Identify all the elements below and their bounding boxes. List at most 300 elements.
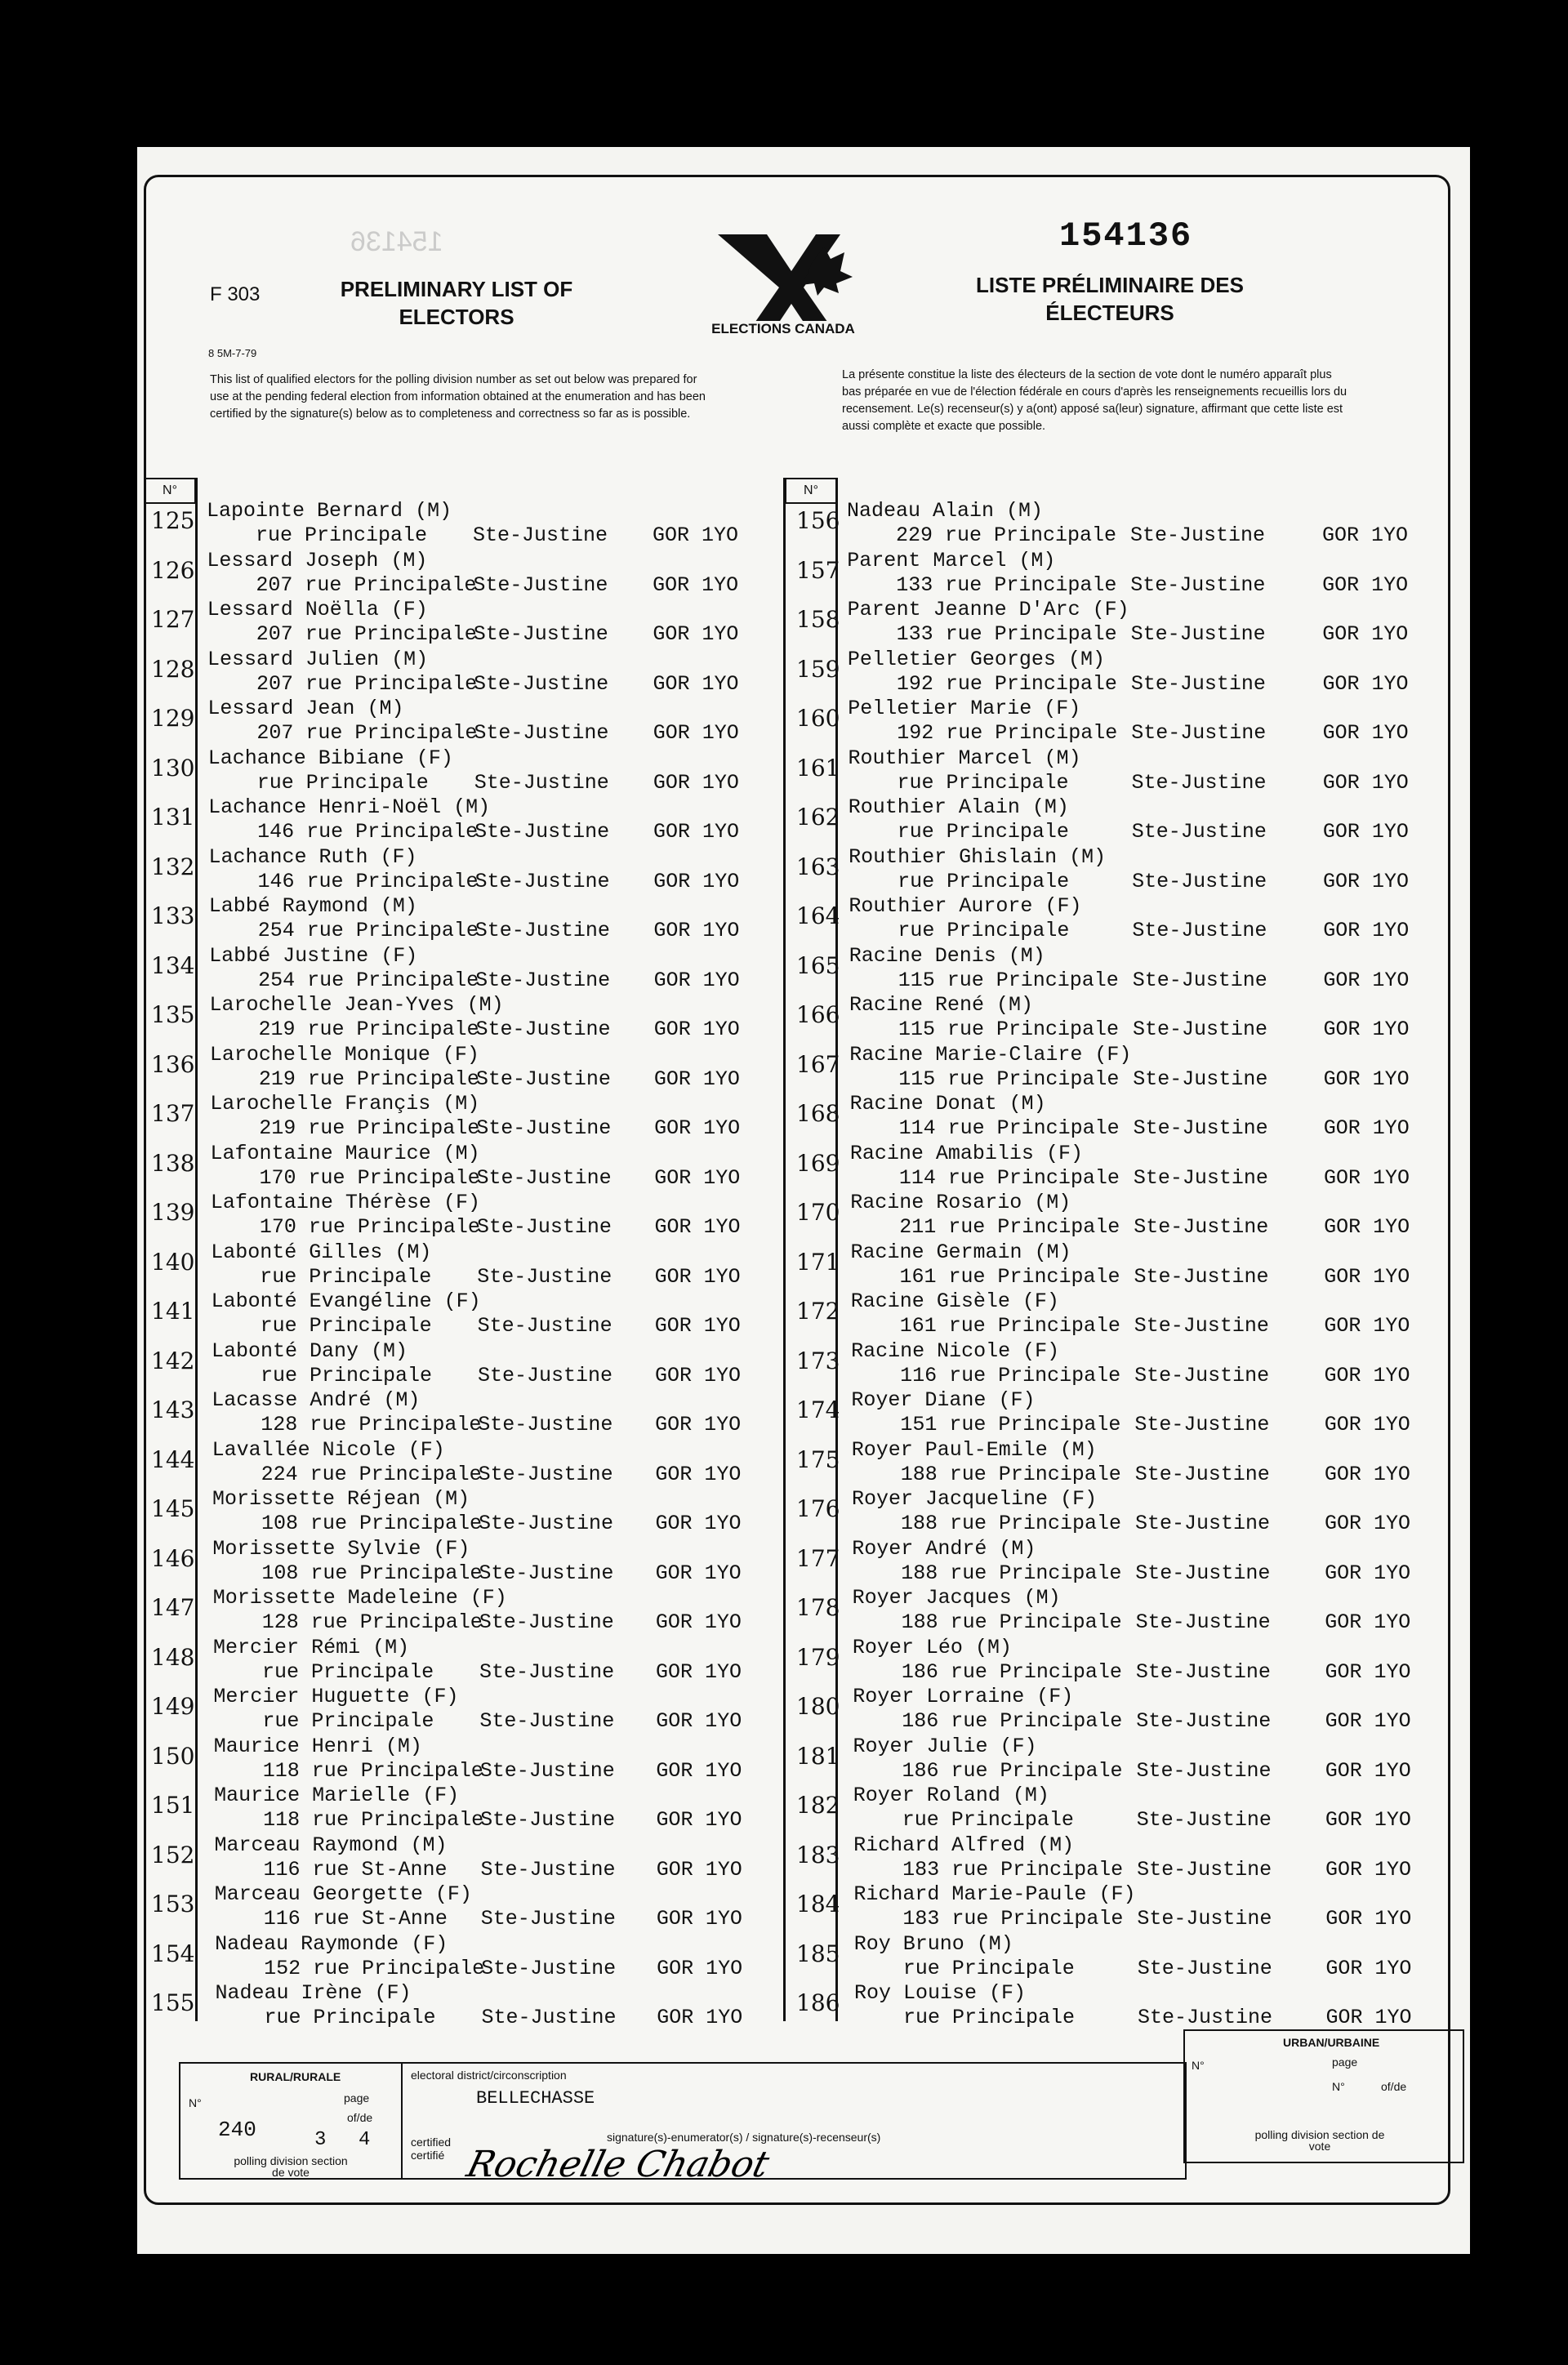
elector-address: 219 rue Principale [258,1067,479,1091]
elector-town: Ste-Justine [480,1808,616,1832]
elector-sex: (M) [443,1141,480,1165]
column-divider-a [783,478,786,2021]
elector-name-line [848,598,1129,621]
elector-town: Ste-Justine [479,1659,615,1684]
elector-number: 153 [151,1891,195,1917]
elector-name-line [850,1191,1071,1214]
elector-name: Racine Denis [849,943,996,968]
elector-name-line [208,795,490,819]
elector-name-line [210,993,504,1017]
enumerator-signature: Rochelle Chabot [462,2144,773,2185]
elector-address: rue Principale [897,820,1069,844]
elector-sex: (M) [394,1240,432,1264]
elector-name-line [852,1438,1097,1462]
page-total: 4 [359,2129,371,2151]
rural-label: RURAL/RURALE [250,2070,341,2083]
spacer [368,894,381,918]
elector-name: Labonté Dany [211,1338,359,1363]
logo-text: ELECTIONS CANADA [711,321,855,336]
elector-number: 167 [796,1050,840,1078]
elector-address: 211 rue Principale [899,1215,1120,1239]
elector-name-line [849,993,1033,1017]
elector-number: 132 [151,853,195,880]
spacer [409,1685,421,1708]
left-no-header: N° [144,478,196,504]
postal-code: GOR 1YO [653,869,740,893]
elector-address: rue Principale [264,2006,436,2029]
elector-sex: (F) [1044,697,1081,720]
elector-name: Racine Rosario [850,1191,1022,1214]
elector-address: rue Principale [260,1264,432,1289]
urban-polling-label: polling division section de vote [1254,2128,1385,2153]
elector-name-line [853,1882,1135,1906]
postal-code: GOR 1YO [655,1561,742,1585]
elector-address: rue Principale [898,919,1070,942]
elector-town: Ste-Justine [1132,968,1267,992]
elector-address: rue Principale [260,1314,432,1338]
elector-name-line [853,1636,1012,1659]
elector-sex: (M) [999,1536,1036,1561]
elector-name: Royer Diane [851,1388,987,1412]
elector-sex: (M) [1006,499,1044,523]
elector-address: 207 rue Principale [256,721,478,745]
postal-code: GOR 1YO [1323,1018,1410,1041]
elector-sex: (F) [442,1042,479,1067]
elector-name: Racine Germain [850,1240,1022,1264]
elector-number: 146 [151,1544,195,1572]
elector-name-line [212,1339,408,1363]
elector-address: 146 rue Principale [257,869,479,893]
postal-code: GOR 1YO [1325,1709,1411,1733]
elector-sex: (M) [410,1833,448,1857]
postal-code: GOR 1YO [1325,1956,1412,1980]
elector-address: 219 rue Principale [258,1018,479,1041]
elector-address: 108 rue Principale [261,1512,483,1535]
elector-name-line [851,1240,1071,1264]
elector-town: Ste-Justine [473,523,608,547]
elector-address: 183 rue Principale [902,1857,1124,1882]
spacer [379,648,391,671]
elector-name-line [853,1784,1049,1807]
elector-name: Routhier Marcel [848,746,1032,770]
elector-town: Ste-Justine [477,1264,612,1289]
elector-number: 135 [151,1001,195,1028]
elector-town: Ste-Justine [1135,1512,1271,1535]
postal-code: GOR 1YO [653,572,739,597]
elector-name: Nadeau Raymonde [215,1931,399,1956]
postal-code: GOR 1YO [1325,1808,1411,1832]
postal-code: GOR 1YO [654,1264,741,1289]
elector-name: Richard Alfred [853,1833,1026,1857]
elector-sex: (M) [390,548,428,572]
elector-name-line [850,1092,1046,1116]
spacer [984,993,996,1017]
certified-label: certified certifié [411,2136,452,2162]
elector-name: Racine Donat [849,1092,997,1116]
postal-code: GOR 1YO [1325,2006,1412,2029]
elector-name-line [851,1388,1035,1412]
elector-name-line [212,1537,470,1561]
elector-town: Ste-Justine [1133,1018,1268,1041]
spacer [398,1833,410,1857]
elector-name-line [208,746,453,770]
elector-sex: (F) [1000,1734,1037,1758]
elector-name: Lessard Joseph [207,548,379,572]
district-label: electoral district/circonscription [411,2069,567,2082]
postal-code: GOR 1YO [655,1462,742,1486]
elector-town: Ste-Justine [478,1413,613,1436]
elector-town: Ste-Justine [1134,1264,1269,1289]
elector-sex: (M) [443,1092,480,1116]
elector-town: Ste-Justine [478,1462,613,1486]
elector-name-line [209,944,417,968]
postal-code: GOR 1YO [1325,1758,1411,1783]
elector-name: Parent Jeanne D'Arc [847,598,1080,621]
elector-sex: (F) [380,844,417,869]
postal-code: GOR 1YO [653,523,739,547]
elector-town: Ste-Justine [474,721,609,745]
elector-sex: (F) [1045,894,1082,918]
elector-name-line [854,1981,1026,2005]
postal-code: GOR 1YO [1322,622,1409,646]
elector-address: rue Principale [902,1808,1074,1832]
elector-address: 224 rue Principale [261,1462,482,1486]
elector-sex: (F) [1060,1487,1098,1511]
spacer [431,1142,443,1165]
elector-name: Nadeau Alain [847,499,995,523]
elector-number: 162 [796,804,840,831]
elector-number: 181 [796,1742,840,1770]
elector-name: Lessard Noëlla [207,598,379,621]
elector-town: Ste-Justine [1138,2006,1273,2029]
elector-name: Royer Jacqueline [852,1487,1049,1511]
elector-name-line [211,1240,431,1264]
spacer [431,1191,443,1214]
spacer [403,499,415,523]
elector-name-line [213,1586,507,1610]
elector-number: 182 [796,1792,840,1819]
elector-number: 126 [151,556,195,584]
postal-code: GOR 1YO [1324,1363,1410,1387]
spacer [1034,1142,1046,1165]
elector-name: Maurice Henri [213,1734,373,1758]
spacer [368,944,381,968]
elector-number: 138 [151,1149,195,1177]
elector-address: 115 rue Principale [898,1067,1120,1091]
elector-sex: (F) [421,1685,459,1708]
elector-address: 186 rue Principale [901,1659,1122,1684]
elector-address: rue Principale [262,1659,434,1684]
spacer [430,1043,443,1067]
elector-name: Roy Bruno [853,1931,964,1956]
spacer [368,845,380,869]
print-run: 8 5M-7-79 [208,347,257,359]
elector-sex: (F) [374,1981,412,2005]
elector-sex: (M) [367,697,404,720]
elector-address: 161 rue Principale [899,1314,1120,1338]
elector-number: 142 [151,1347,195,1374]
elector-sex: (M) [383,1388,421,1412]
spacer [1010,1289,1022,1313]
elector-number: 140 [151,1248,195,1276]
elector-number: 176 [796,1495,840,1522]
elector-address: 229 rue Principale [896,523,1117,547]
polling-number: 240 [218,2118,256,2142]
elector-name-line [211,1142,480,1165]
elector-name-line [853,1833,1074,1857]
elector-town: Ste-Justine [1137,1956,1272,1980]
electors-table [146,478,1448,2167]
elector-town: Ste-Justine [474,671,609,696]
postal-code: GOR 1YO [1322,820,1409,844]
elector-name-line [215,1932,448,1956]
elector-address: 188 rue Principale [900,1462,1121,1486]
postal-code: GOR 1YO [657,1956,743,1980]
elector-name: Morissette Sylvie [212,1536,421,1561]
elector-address: 188 rue Principale [901,1561,1122,1585]
elector-name: Racine Amabilis [849,1141,1034,1165]
elector-sex: (F) [434,1882,472,1906]
elector-name: Lachance Ruth [208,844,368,869]
spacer [359,1339,371,1363]
elector-town: Ste-Justine [1135,1561,1271,1585]
elector-sex: (M) [380,894,417,918]
elector-town: Ste-Justine [1136,1709,1272,1733]
intro-fr: La présente constitue la liste des électeurs de la section de vote dont le numéro apparaît plus bas préparée en vue de l'élection fédérale en cours d'après les renseignements recueillis lors du recensement. Le(s) recenseur(s) y a(ont) apposé sa(leur) signature, affirmant que cette liste est aussi complète et exacte que possible. [842,368,1348,433]
postal-code: GOR 1YO [653,770,739,795]
title-fr: LISTE PRÉLIMINAIRE DES ÉLECTEURS [976,273,1244,325]
postal-code: GOR 1YO [653,820,740,844]
postal-code: GOR 1YO [655,1610,742,1634]
elector-number: 163 [796,853,840,880]
elector-name-line [851,1339,1059,1363]
spacer [458,1586,470,1610]
elector-name-line [214,1735,422,1758]
elector-name: Mercier Rémi [213,1635,361,1659]
elector-sex: (F) [411,1931,448,1956]
elector-town: Ste-Justine [479,1758,615,1783]
elector-address: 118 rue Principale [262,1758,483,1783]
district-box [401,2062,1187,2185]
elector-number: 150 [151,1742,195,1770]
elector-address: rue Principale [256,523,428,547]
elector-town: Ste-Justine [1137,1857,1272,1882]
elector-town: Ste-Justine [475,1018,611,1041]
elector-name-line [849,944,1045,968]
elector-town: Ste-Justine [474,919,610,942]
elector-sex: (M) [372,1635,410,1659]
elector-address: 116 rue Principale [900,1363,1121,1387]
elector-address: 151 rue Principale [900,1413,1121,1436]
elector-name: Morissette Réjean [212,1487,421,1511]
elector-sex: (M) [1031,795,1069,819]
elector-name: Labonté Evangéline [211,1289,432,1313]
postal-code: GOR 1YO [653,919,740,942]
elector-town: Ste-Justine [1136,1758,1272,1783]
spacer [987,1537,999,1561]
elector-town: Ste-Justine [1134,1413,1270,1436]
spacer [1000,1784,1013,1807]
spacer [432,1289,444,1313]
elector-name-line [853,1586,1061,1610]
elector-number: 180 [796,1693,840,1720]
spacer [354,697,367,720]
elector-address: 170 rue Principale [259,1215,480,1239]
elector-name-line [849,894,1081,918]
spacer [1082,1043,1094,1067]
signature-label: signature(s)-enumerator(s) / signature(s)-recenseur(s) [607,2131,881,2144]
spacer [1086,1882,1098,1906]
elector-number: 168 [796,1100,840,1127]
urban-page-label: page [1332,2055,1358,2069]
spacer [423,1882,435,1906]
elector-address: 152 rue Principale [264,1956,485,1980]
spacer [378,549,390,572]
spacer [1057,845,1069,869]
elector-sex: (F) [408,1437,445,1462]
elector-sex: (M) [996,993,1034,1017]
elector-name-line [850,1142,1083,1165]
postal-code: GOR 1YO [657,2006,743,2029]
postal-code: GOR 1YO [654,1314,741,1338]
elector-name: Pelletier Marie [848,697,1032,720]
elector-name: Lafontaine Maurice [210,1141,431,1165]
elector-sex: (M) [1044,746,1081,770]
elector-name: Marceau Georgette [214,1882,423,1906]
elector-address: 192 rue Principale [897,721,1118,745]
elector-name: Routhier Ghislain [849,844,1058,869]
elector-town: Ste-Justine [1135,1659,1271,1684]
elector-name-line [849,845,1106,869]
elector-town: Ste-Justine [1132,869,1267,893]
elector-name-line [207,549,427,572]
elector-name: Lacasse André [212,1388,372,1412]
of-label: of/de [347,2111,373,2124]
elector-town: Ste-Justine [1134,1314,1269,1338]
elector-name-line [847,549,1055,572]
elector-number: 165 [796,951,840,979]
elector-address: 133 rue Principale [896,622,1117,646]
elector-address: 128 rue Principale [261,1413,482,1436]
postal-code: GOR 1YO [656,1857,742,1882]
elector-town: Ste-Justine [479,1610,614,1634]
elector-sex: (M) [391,647,429,671]
elector-sex: (F) [470,1586,507,1610]
elector-sex: (F) [1094,1042,1132,1067]
elector-name: Routhier Aurore [849,894,1033,918]
spacer [1012,1586,1024,1610]
elector-number: 174 [796,1396,840,1423]
postal-code: GOR 1YO [1323,1116,1410,1140]
spacer [977,1981,989,2005]
elector-sex: (F) [1098,1882,1136,1906]
elector-name: Maurice Marielle [214,1784,411,1807]
elector-number: 151 [151,1792,195,1819]
elector-name: Royer Julie [853,1734,988,1758]
elector-sex: (F) [1022,1289,1059,1313]
spacer [421,1537,433,1561]
left-number-divider [195,478,198,2021]
elector-number: 156 [796,507,840,534]
elector-number: 172 [796,1298,840,1325]
elector-town: Ste-Justine [1131,770,1267,795]
elector-town: Ste-Justine [1135,1610,1271,1634]
elector-town: Ste-Justine [475,968,611,992]
postal-code: GOR 1YO [1324,1264,1410,1289]
elector-name-line [853,1685,1073,1708]
postal-code: GOR 1YO [1325,1512,1411,1535]
elector-number: 148 [151,1643,195,1671]
elector-sex: (M) [415,499,452,523]
elector-name-line [852,1537,1036,1561]
elector-town: Ste-Justine [1134,1462,1270,1486]
elector-name: Royer Léo [852,1635,963,1659]
elector-number: 128 [151,655,195,683]
elector-town: Ste-Justine [474,820,610,844]
elector-town: Ste-Justine [1136,1808,1272,1832]
urban-no-label: N° [1192,2059,1205,2072]
elector-name-line [848,697,1080,720]
spacer [1010,1339,1022,1363]
elector-name: Pelletier Georges [847,647,1056,671]
rural-page-label: page [344,2091,370,2104]
postal-code: GOR 1YO [654,1165,741,1190]
elector-name-line [210,1043,479,1067]
elector-number: 160 [796,705,840,732]
postal-code: GOR 1YO [656,1709,742,1733]
elector-town: Ste-Justine [1133,1116,1268,1140]
elector-name: Marceau Raymond [214,1833,399,1857]
postal-code: GOR 1YO [1322,671,1409,696]
postal-code: GOR 1YO [1324,1215,1410,1239]
elector-sex: (M) [1008,943,1045,968]
elector-number: 170 [796,1199,840,1226]
postal-code: GOR 1YO [1322,770,1409,795]
elector-number: 137 [151,1100,195,1127]
elector-address: 186 rue Principale [902,1709,1123,1733]
elector-number: 186 [796,1989,840,2016]
spacer [430,1092,443,1116]
spacer [1006,549,1018,572]
elector-town: Ste-Justine [1134,1363,1270,1387]
elector-name-line [854,1932,1013,1956]
elections-canada-logo [702,226,865,349]
elector-number: 127 [151,606,195,633]
elector-name-line [214,1833,447,1857]
spacer [988,1735,1000,1758]
elector-address: rue Principale [260,1363,432,1387]
elector-name: Royer Lorraine [853,1685,1025,1708]
elector-address: 186 rue Principale [902,1758,1123,1783]
elector-name: Larochelle Françis [210,1092,431,1116]
elector-name: Royer Jacques [852,1586,1012,1610]
postal-code: GOR 1YO [653,1018,740,1041]
elector-number: 161 [796,754,840,782]
elector-number: 131 [151,804,195,831]
elector-sex: (F) [381,943,418,968]
postal-code: GOR 1YO [654,1363,741,1387]
elector-name: Labbé Raymond [208,894,368,918]
elector-sex: (F) [1045,1141,1083,1165]
elector-sex: (F) [998,1388,1036,1412]
elector-address: 146 rue Principale [257,820,479,844]
elector-number: 147 [151,1594,195,1621]
elector-address: 207 rue Principale [256,671,478,696]
elector-town: Ste-Justine [476,1116,612,1140]
elector-number: 155 [151,1989,195,2016]
elector-town: Ste-Justine [1130,572,1266,597]
postal-code: GOR 1YO [656,1758,742,1783]
